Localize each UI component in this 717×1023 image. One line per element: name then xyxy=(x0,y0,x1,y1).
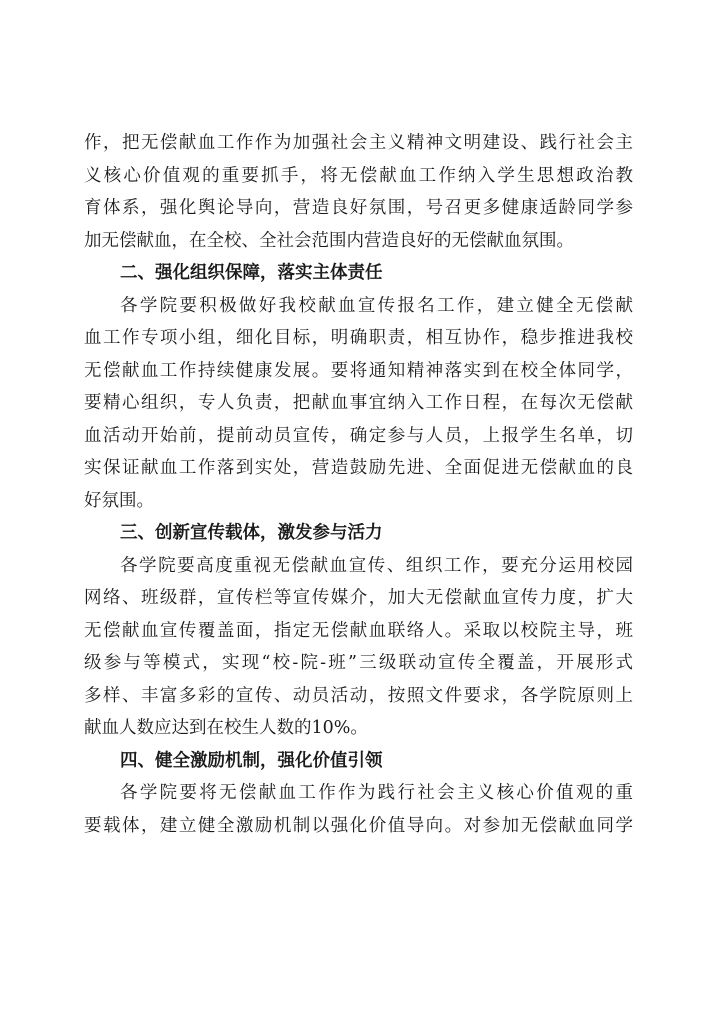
text-line: 各学院要高度重视无偿献血宣传、组织工作，要充分运用校园 xyxy=(120,555,633,576)
paragraph-1 xyxy=(84,127,633,257)
section-heading-4: 四、健全激励机制，强化价值引领 xyxy=(120,750,383,771)
text-line: 要精心组织，专人负责，把献血事宜纳入工作日程，在每次无偿献 xyxy=(84,393,633,413)
section-heading-2: 二、强化组织保障，落实主体责任 xyxy=(120,263,383,283)
text-line: 好氛围。 xyxy=(84,490,154,511)
text-line: 血活动开始前，提前动员宣传，确定参与人员，上报学生名单，切 xyxy=(84,425,633,446)
text-line: 作，把无偿献血工作作为加强社会主义精神文明建设、践行社会主 xyxy=(84,133,633,153)
paragraph-2 xyxy=(84,290,633,518)
text-line: 血工作专项小组，细化目标，明确职责，相互协作，稳步推进我校 xyxy=(84,328,633,348)
text-line: 多样、丰富多彩的宣传、动员活动，按照文件要求，各学院原则上 xyxy=(84,685,633,706)
paragraph-4 xyxy=(84,777,633,842)
text-line: 献血人数应达到在校生人数的10%。 xyxy=(84,718,368,738)
text-line: 无偿献血工作持续健康发展。要将通知精神落实到在校全体同学， xyxy=(84,360,633,381)
text-line: 网络、班级群，宣传栏等宣传媒介，加大无偿献血宣传力度，扩大 xyxy=(84,588,633,608)
paragraph-3 xyxy=(84,550,633,745)
text-line: 实保证献血工作落到实处，营造鼓励先进、全面促进无偿献血的良 xyxy=(84,458,633,478)
document-page xyxy=(84,127,633,842)
text-line: 各学院要积极做好我校献血宣传报名工作，建立健全无偿献 xyxy=(120,295,633,316)
section-heading-3: 三、创新宣传载体，激发参与活力 xyxy=(120,523,383,543)
text-line: 各学院要将无偿献血工作作为践行社会主义核心价值观的重 xyxy=(120,783,633,803)
text-line: 加无偿献血，在全校、全社会范围内营造良好的无偿献血氛围。 xyxy=(84,230,574,251)
text-line: 义核心价值观的重要抓手，将无偿献血工作纳入学生思想政治教 xyxy=(84,165,633,186)
text-line: 无偿献血宣传覆盖面，指定无偿献血联络人。采取以校院主导，班 xyxy=(84,620,633,641)
text-line: 育体系，强化舆论导向，营造良好氛围，号召更多健康适龄同学参 xyxy=(84,198,633,218)
text-line: 要载体，建立健全激励机制以强化价值导向。对参加无偿献血同学 xyxy=(84,815,633,836)
text-line: 级参与等模式，实现“校-院-班”三级联动宣传全覆盖，开展形式 xyxy=(84,653,633,673)
